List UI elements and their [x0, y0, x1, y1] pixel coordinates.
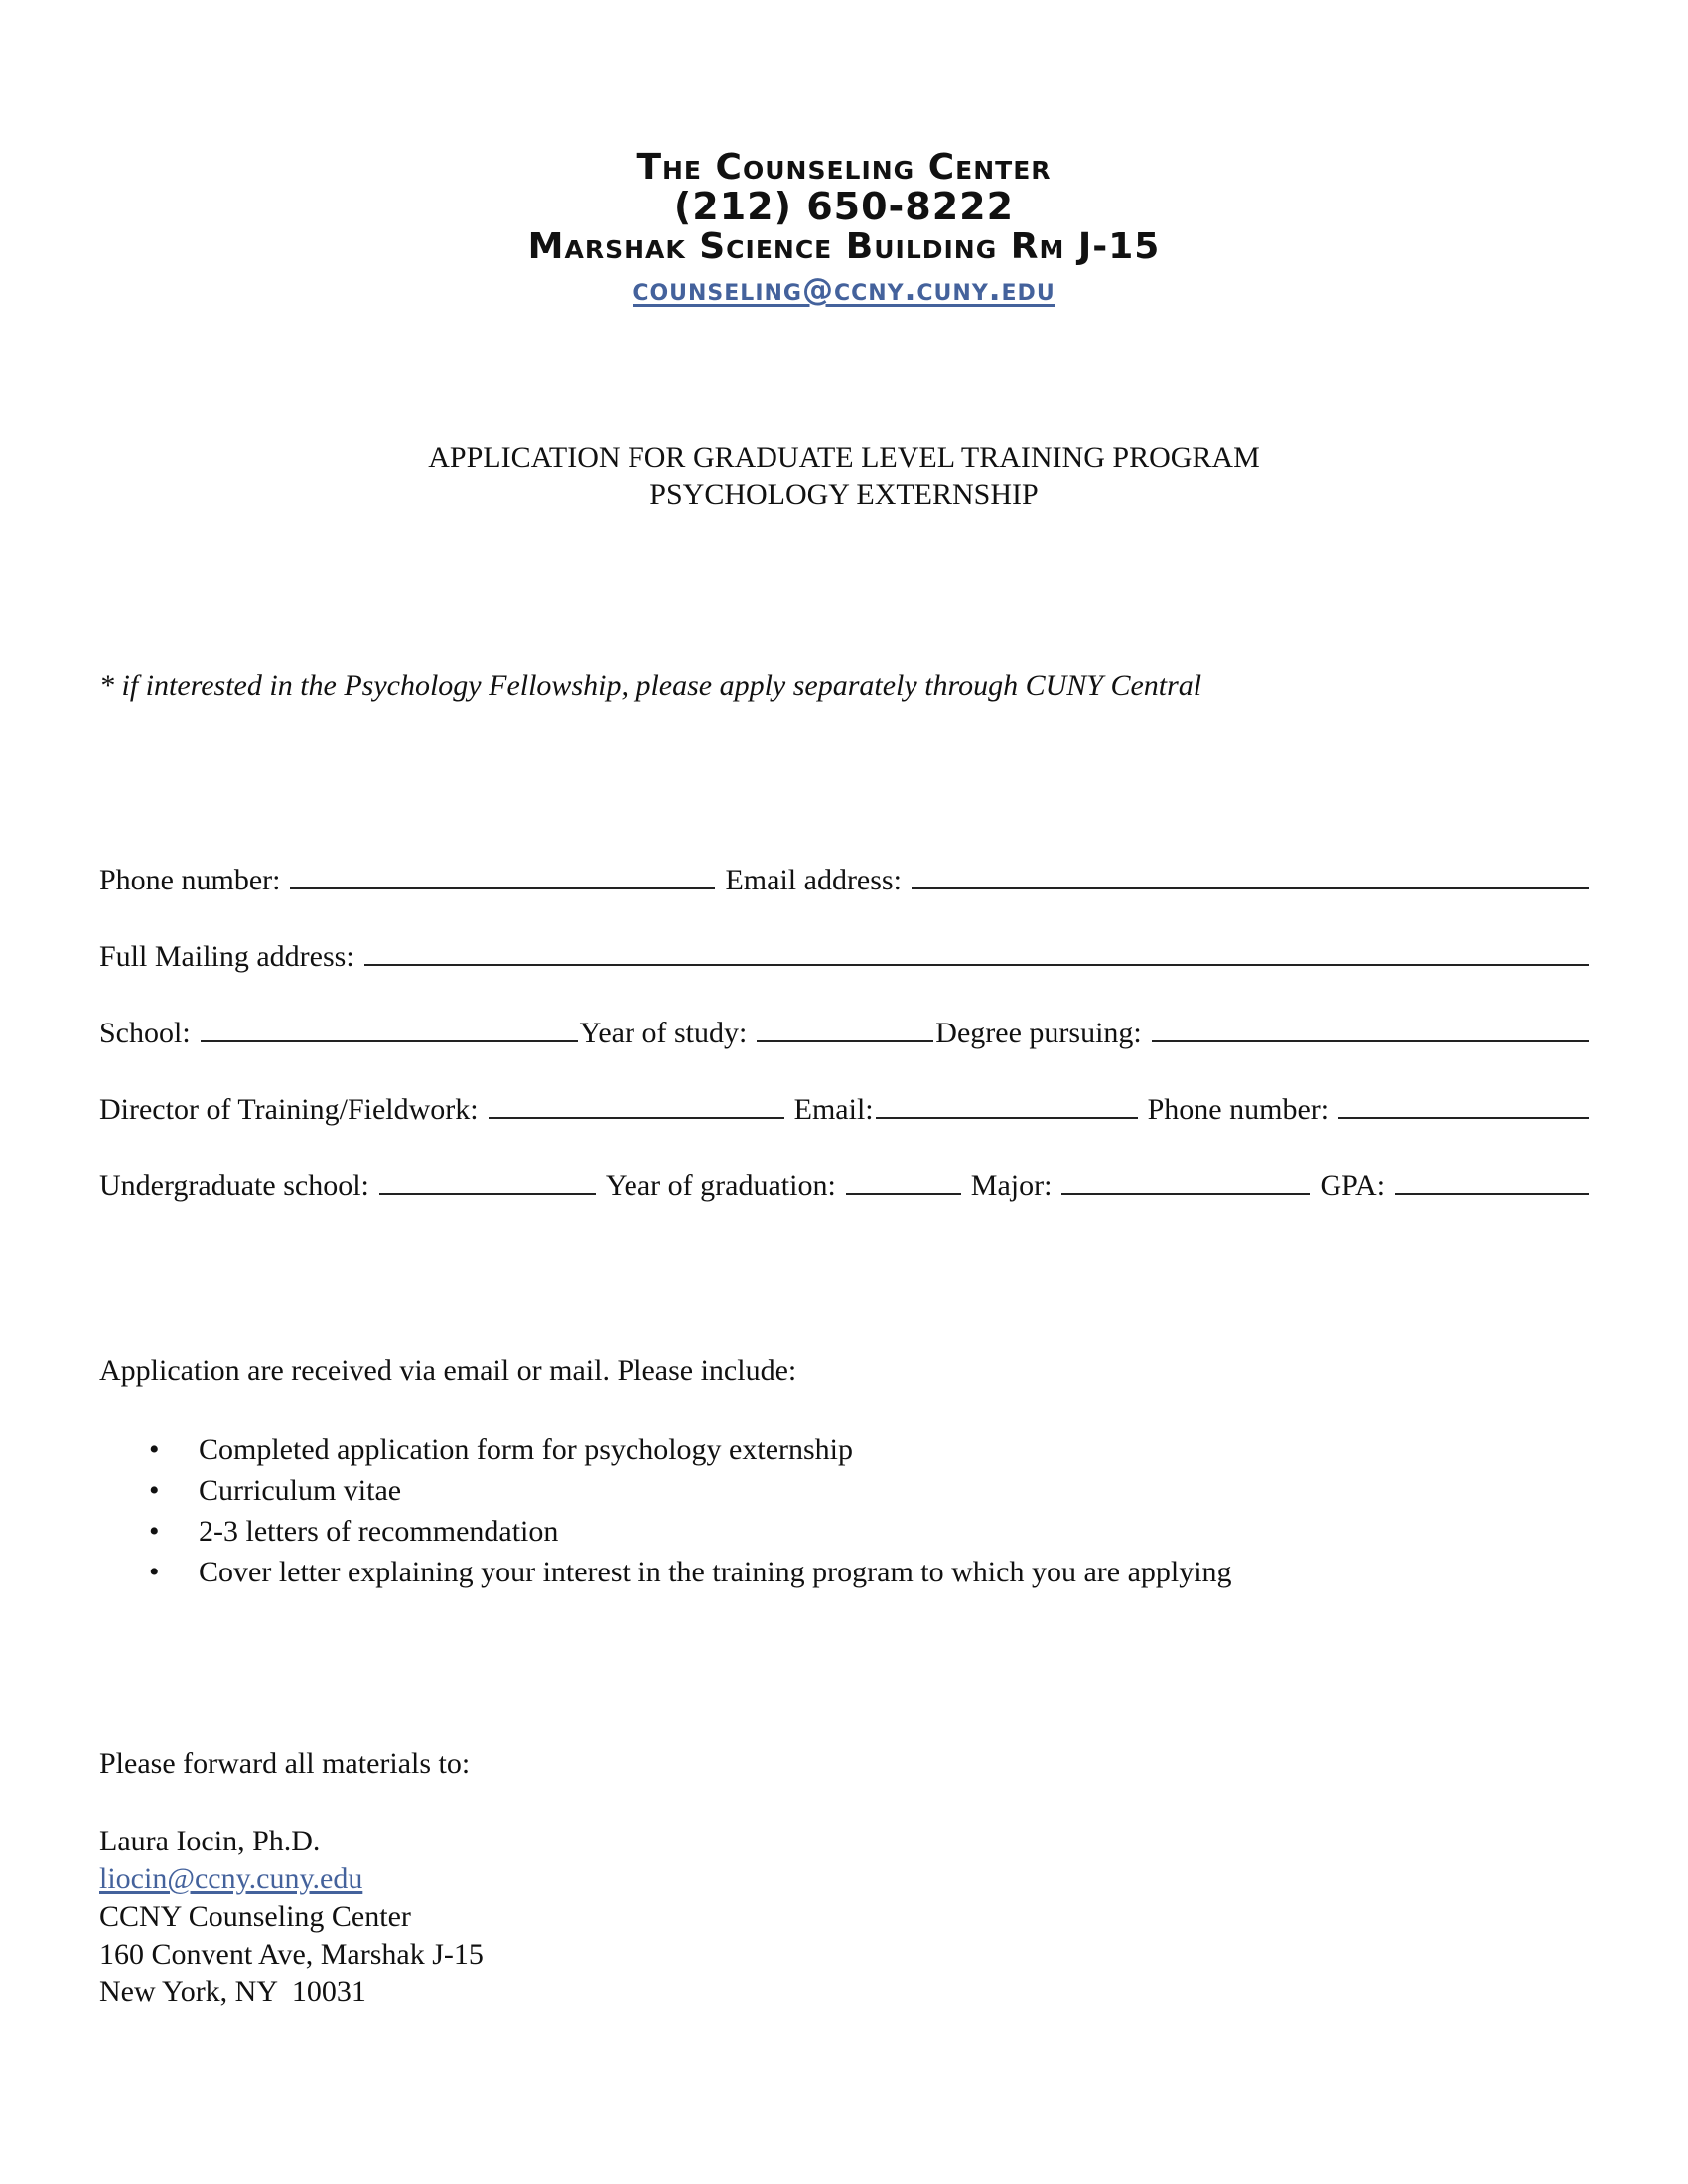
email-address-field[interactable]	[912, 860, 1589, 889]
undergrad-school-label: Undergraduate school:	[99, 1169, 369, 1202]
mailing-address-label: Full Mailing address:	[99, 940, 354, 973]
contact-city: New York, NY 10031	[99, 1976, 366, 2008]
application-title: APPLICATION FOR GRADUATE LEVEL TRAINING PROGRAM	[428, 441, 1260, 474]
letterhead-building: Marshak Science Building Rm J-15	[527, 226, 1161, 267]
bullet-icon: •	[149, 1515, 160, 1548]
list-item	[149, 1433, 1232, 1474]
form-row-school	[99, 1013, 1589, 1050]
required-materials-list	[149, 1433, 1232, 1596]
letterhead-phone: (212) 650-8222	[673, 185, 1015, 228]
form-row-mailing	[99, 936, 1589, 974]
year-of-study-label: Year of study:	[579, 1017, 748, 1049]
email-address-label: Email address:	[725, 864, 902, 896]
list-item	[149, 1474, 1232, 1515]
director-phone-field[interactable]	[1338, 1089, 1589, 1119]
letterhead-email-link[interactable]: counseling@ccny.cuny.edu	[633, 272, 1055, 308]
school-field[interactable]	[201, 1013, 578, 1042]
list-item-text: 2-3 letters of recommendation	[199, 1515, 559, 1548]
mailing-address-field[interactable]	[364, 936, 1589, 966]
major-label: Major:	[970, 1169, 1053, 1202]
director-email-label: Email:	[793, 1093, 874, 1126]
fellowship-note: * if interested in the Psychology Fellowship, please apply separately through CUNY Central	[99, 669, 1202, 702]
include-instructions: Application are received via email or mail. Please include:	[99, 1354, 797, 1387]
bullet-icon: •	[149, 1433, 160, 1466]
contact-name: Laura Iocin, Ph.D.	[99, 1825, 321, 1857]
school-label: School:	[99, 1017, 191, 1049]
gpa-label: GPA:	[1320, 1169, 1386, 1202]
form-row-undergraduate	[99, 1165, 1589, 1203]
bullet-icon: •	[149, 1556, 160, 1588]
letterhead-name: The Counseling Center	[636, 147, 1052, 188]
phone-number-field[interactable]	[290, 860, 715, 889]
contact-email-link[interactable]: liocin@ccny.cuny.edu	[99, 1862, 363, 1895]
contact-street: 160 Convent Ave, Marshak J-15	[99, 1938, 484, 1971]
year-of-graduation-field[interactable]	[846, 1165, 961, 1195]
director-phone-label: Phone number:	[1147, 1093, 1330, 1126]
undergrad-school-field[interactable]	[379, 1165, 596, 1195]
application-subtitle: PSYCHOLOGY EXTERNSHIP	[649, 478, 1039, 511]
list-item-text: Cover letter explaining your interest in the training program to which you are applying	[199, 1556, 1232, 1588]
degree-pursuing-field[interactable]	[1152, 1013, 1589, 1042]
contact-organization: CCNY Counseling Center	[99, 1900, 411, 1933]
degree-pursuing-label: Degree pursuing:	[935, 1017, 1142, 1049]
year-of-graduation-label: Year of graduation:	[605, 1169, 836, 1202]
year-of-study-field[interactable]	[757, 1013, 933, 1042]
major-field[interactable]	[1061, 1165, 1310, 1195]
director-label: Director of Training/Fieldwork:	[99, 1093, 479, 1126]
forward-instructions: Please forward all materials to:	[99, 1747, 471, 1780]
list-item	[149, 1515, 1232, 1556]
director-field[interactable]	[489, 1089, 784, 1119]
phone-number-label: Phone number:	[99, 864, 281, 896]
list-item-text: Completed application form for psychology externship	[199, 1433, 854, 1466]
list-item-text: Curriculum vitae	[199, 1474, 402, 1507]
list-item	[149, 1556, 1232, 1596]
director-email-field[interactable]	[876, 1089, 1138, 1119]
form-row-contact	[99, 860, 1589, 897]
bullet-icon: •	[149, 1474, 160, 1507]
contact-block	[99, 1823, 484, 2011]
gpa-field[interactable]	[1395, 1165, 1589, 1195]
form-row-director	[99, 1089, 1589, 1127]
